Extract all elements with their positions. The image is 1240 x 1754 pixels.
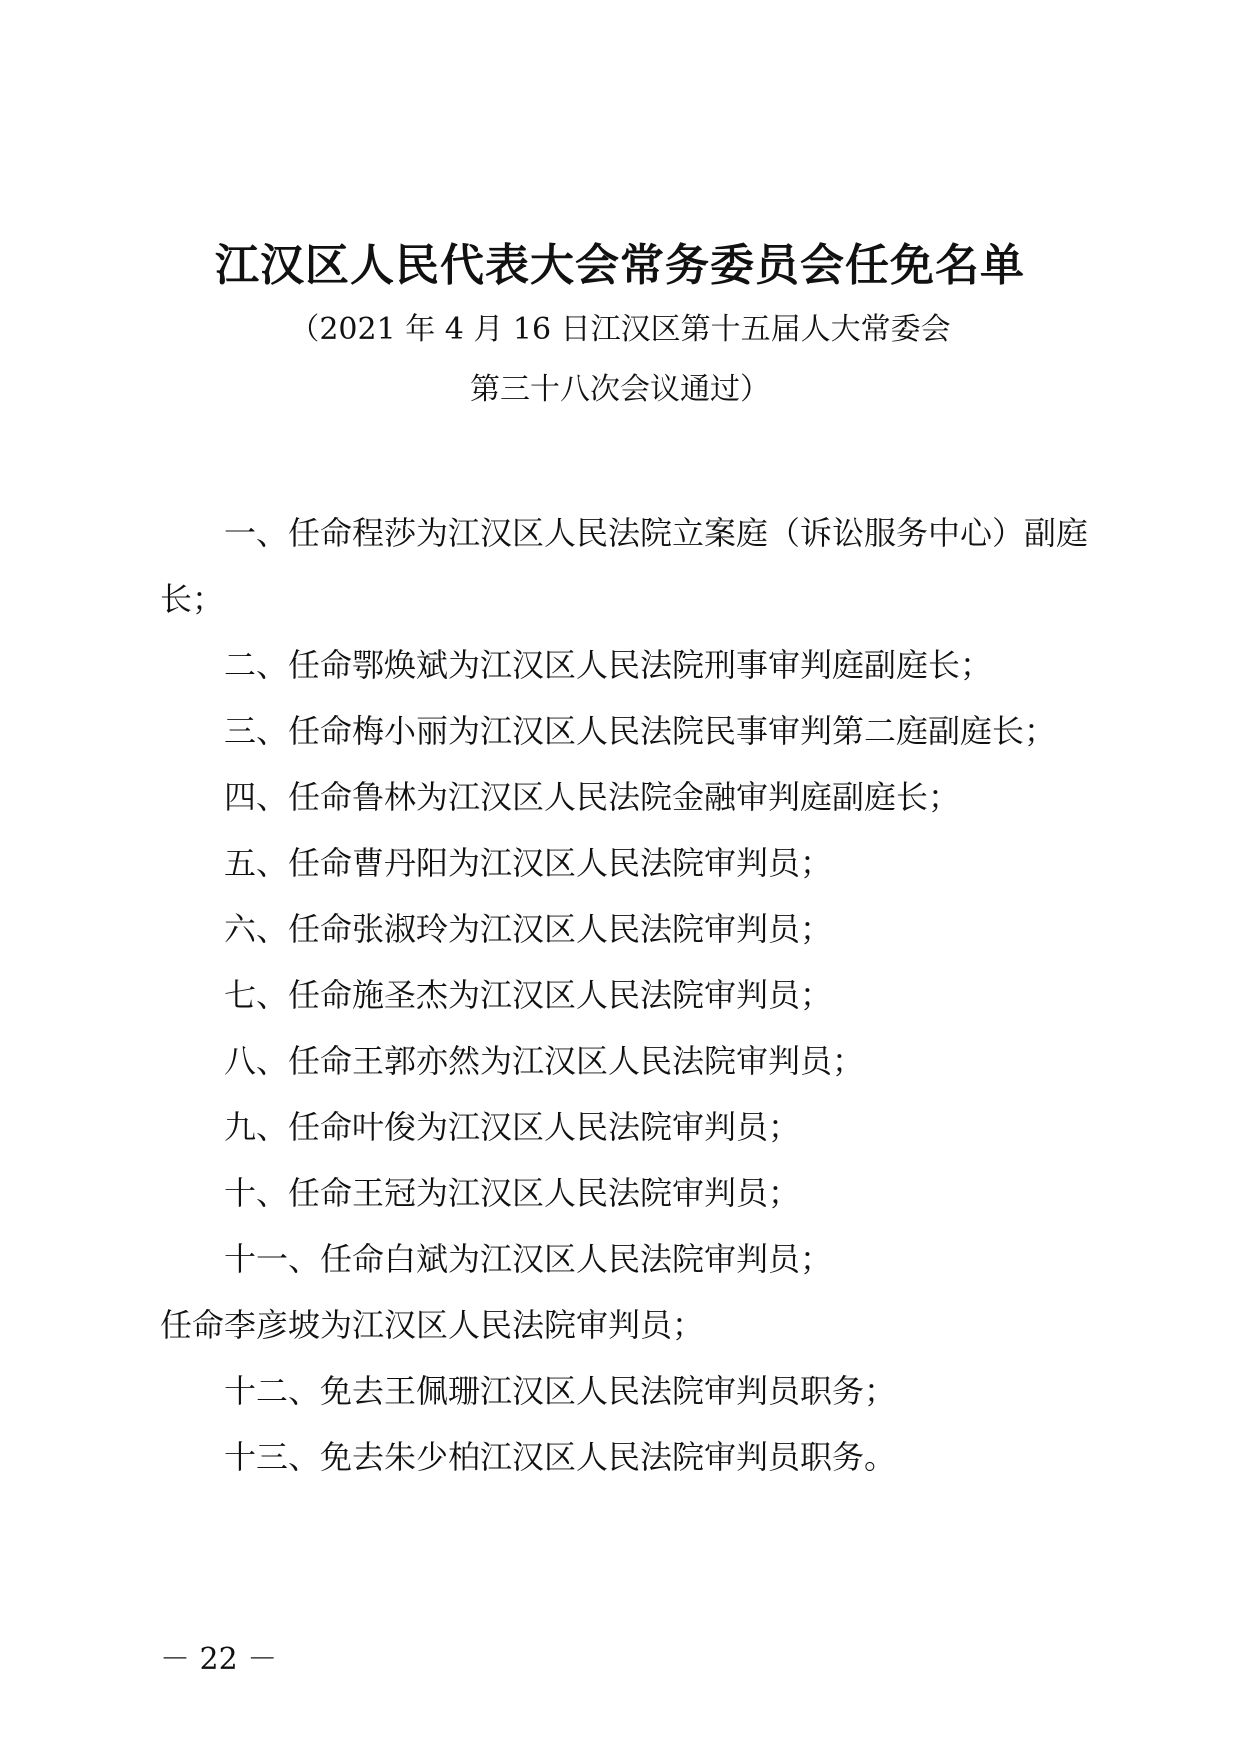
appointment-item: 二、任命鄂焕斌为江汉区人民法院刑事审判庭副庭长； bbox=[224, 646, 993, 684]
page-number: － 22 － bbox=[160, 1642, 278, 1677]
appointment-item: 一、任命程莎为江汉区人民法院立案庭（诉讼服务中心）副庭长； bbox=[160, 514, 1089, 618]
document-subtitle-line-2: 第三十八次会议通过） bbox=[470, 372, 770, 407]
appointment-item: 四、任命鲁林为江汉区人民法院金融审判庭副庭长； bbox=[224, 778, 961, 816]
appointment-item: 七、任命施圣杰为江汉区人民法院审判员； bbox=[224, 976, 833, 1014]
removal-item: 十三、免去朱少柏江汉区人民法院审判员职务。 bbox=[224, 1438, 897, 1476]
appointment-item-continuation: 任命李彦坡为江汉区人民法院审判员； bbox=[160, 1306, 705, 1344]
appointment-item: 八、任命王郭亦然为江汉区人民法院审判员； bbox=[224, 1042, 865, 1080]
appointment-list bbox=[160, 500, 1100, 1490]
appointment-item: 五、任命曹丹阳为江汉区人民法院审判员； bbox=[224, 844, 833, 882]
appointment-item: 十、任命王冠为江汉区人民法院审判员； bbox=[224, 1174, 801, 1212]
appointment-item: 十一、任命白斌为江汉区人民法院审判员； bbox=[224, 1240, 833, 1278]
appointment-item: 三、任命梅小丽为江汉区人民法院民事审判第二庭副庭长； bbox=[224, 712, 1057, 750]
appointment-item: 九、任命叶俊为江汉区人民法院审判员； bbox=[224, 1108, 801, 1146]
removal-item: 十二、免去王佩珊江汉区人民法院审判员职务； bbox=[224, 1372, 897, 1410]
document-title: 江汉区人民代表大会常务委员会任免名单 bbox=[215, 240, 1025, 291]
document-subtitle-line-1: （2021 年 4 月 16 日江汉区第十五届人大常委会 bbox=[289, 312, 951, 347]
appointment-item: 六、任命张淑玲为江汉区人民法院审判员； bbox=[224, 910, 833, 948]
